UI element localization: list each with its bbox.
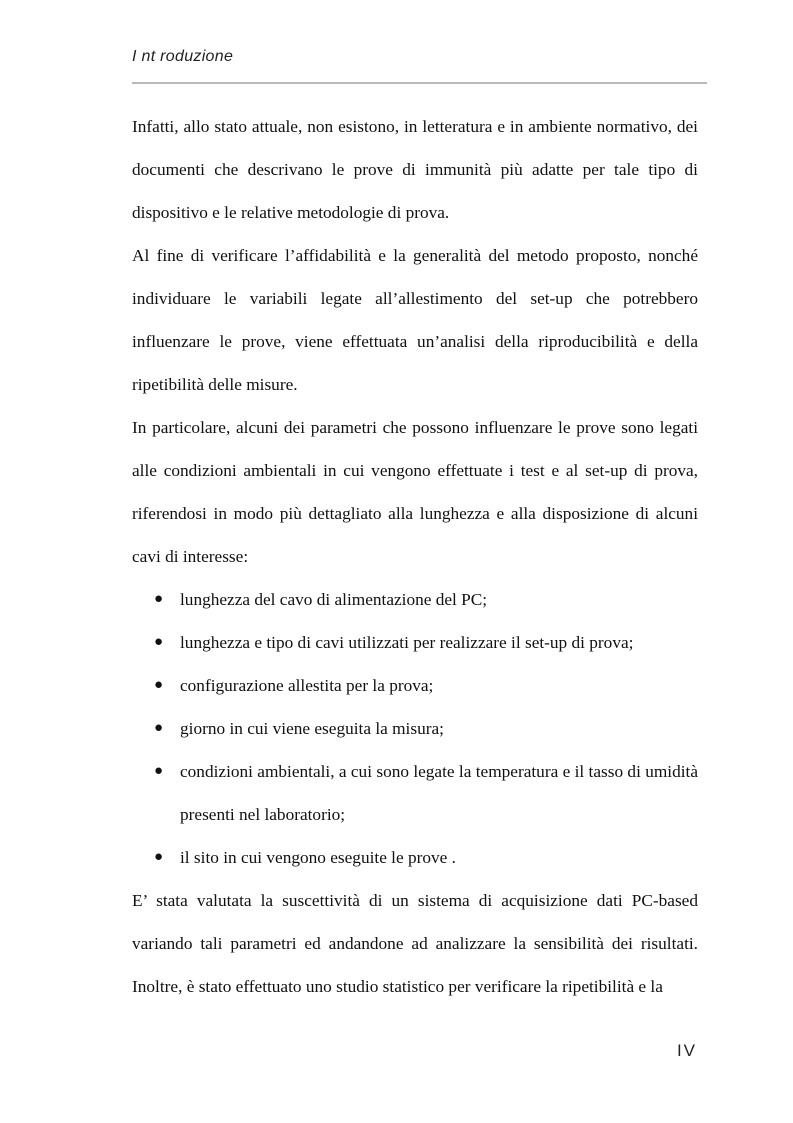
- paragraph-1: Infatti, allo stato attuale, non esistono, in letteratura e in ambiente normativo, dei documenti che descrivano le prove di immunità più adatte per tale tipo di dispositivo e le relative metodologie di prova.: [132, 117, 698, 222]
- list-item: [132, 750, 698, 836]
- bullet-icon: ●: [154, 763, 164, 779]
- paragraph-3: In particolare, alcuni dei parametri che possono influenzare le prove sono legati alle condizioni ambientali in cui vengono effettuate i test e al set-up di prova, riferendosi in modo più dettagliato alla lunghezza e alla disposizione di alcuni cavi di interesse:: [132, 418, 698, 566]
- bullet-icon: ●: [154, 849, 164, 865]
- running-header: I nt roduzione: [132, 48, 234, 65]
- list-item: [132, 836, 698, 879]
- paragraph-2: Al fine di verificare l’affidabilità e la generalità del metodo proposto, nonché individuare le variabili legate all’allestimento del set-up che potrebbero influenzare le prove, viene effettuata un’analisi della riproducibilità e della ripetibilità delle misure.: [132, 246, 698, 394]
- page-number: IV: [676, 1041, 697, 1060]
- list-item-text: il sito in cui vengono eseguite le prove .: [180, 848, 456, 867]
- list-item-text: lunghezza del cavo di alimentazione del PC;: [180, 590, 488, 609]
- list-item: [132, 621, 698, 664]
- bullet-icon: ●: [154, 591, 164, 607]
- body-text: [132, 105, 698, 1008]
- bullet-icon: ●: [154, 720, 164, 736]
- list-item-text: configurazione allestita per la prova;: [180, 676, 434, 695]
- list-item: [132, 578, 698, 621]
- paragraph-4: E’ stata valutata la suscettività di un sistema di acquisizione dati PC-based variando tali parametri ed andandone ad analizzare la sensibilità dei risultati. Inoltre, è stato effettuato uno studio statistico per verificare la ripetibilità e la: [132, 891, 698, 996]
- bullet-icon: ●: [154, 677, 164, 693]
- bullet-icon: ●: [154, 634, 164, 650]
- list-item: [132, 707, 698, 750]
- list-item-text: condizioni ambientali, a cui sono legate la temperatura e il tasso di umidità presenti nel laboratorio;: [180, 762, 698, 824]
- parameter-list: [132, 578, 698, 879]
- header-divider: [132, 82, 707, 84]
- list-item: [132, 664, 698, 707]
- list-item-text: lunghezza e tipo di cavi utilizzati per realizzare il set-up di prova;: [180, 633, 634, 652]
- list-item-text: giorno in cui viene eseguita la misura;: [180, 719, 444, 738]
